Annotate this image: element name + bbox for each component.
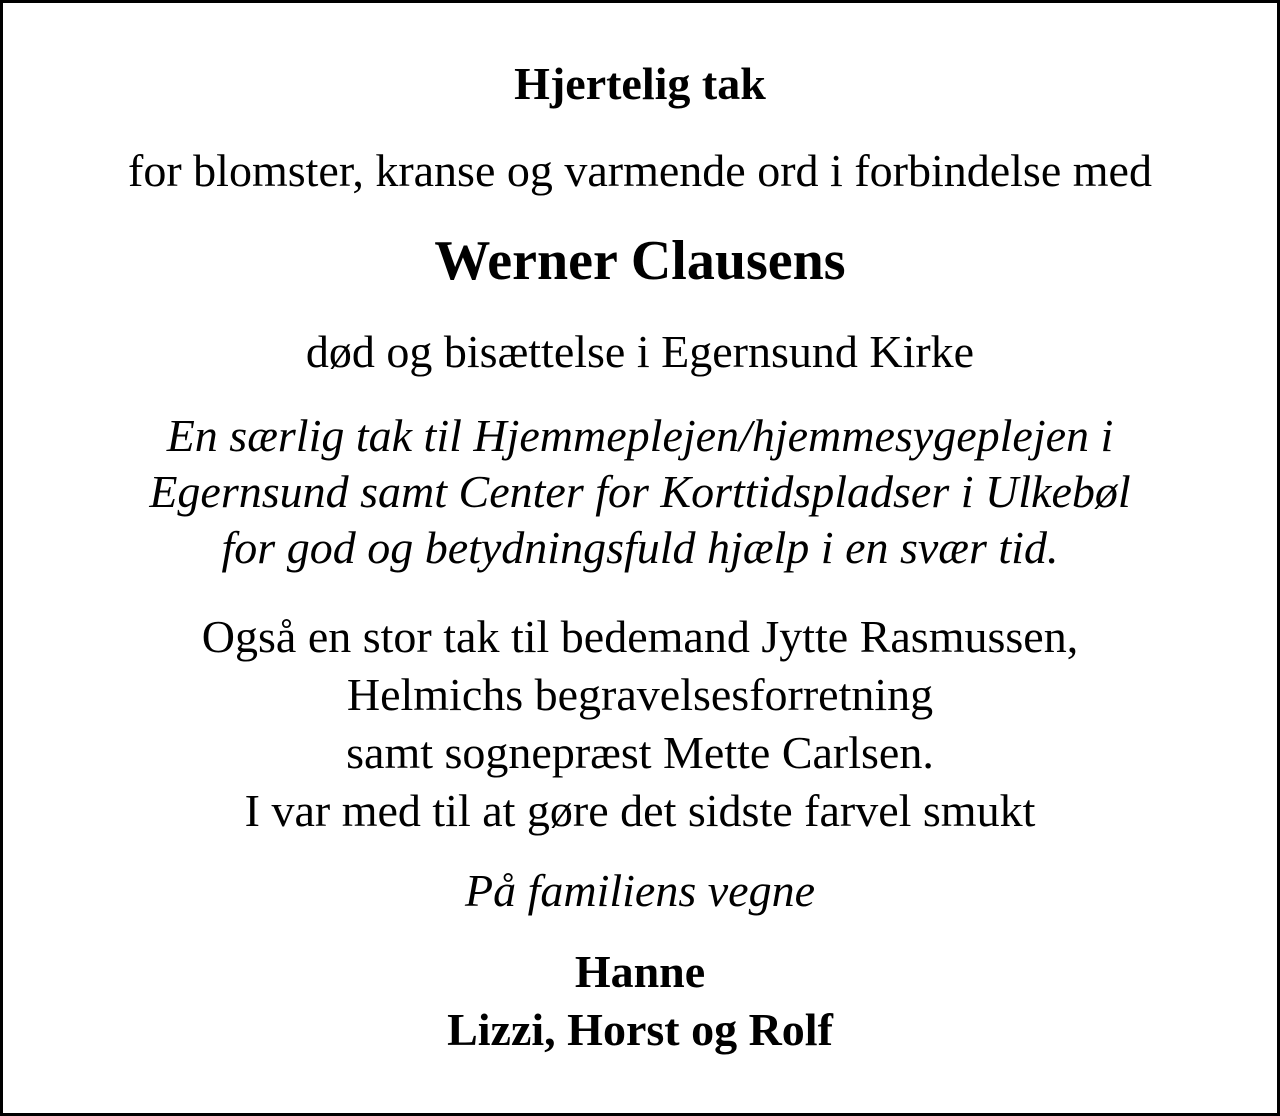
special-thanks-line: Egernsund samt Center for Korttidspladser i Ulkebøl (149, 466, 1131, 517)
additional-thanks-line: Også en stor tak til bedemand Jytte Rasmussen, (201, 611, 1079, 662)
signatory-name: Lizzi, Horst og Rolf (447, 1004, 833, 1055)
special-thanks-line: En særlig tak til Hjemmeplejen/hjemmesygeplejen i (166, 410, 1114, 461)
deceased-name: Werner Clausens (434, 230, 846, 292)
intro-text: for blomster, kranse og varmende ord i forbindelse med (128, 145, 1152, 196)
special-thanks-line: for god og betydningsfuld hjælp i en svær tid. (221, 522, 1059, 573)
additional-thanks (3, 608, 1277, 840)
additional-thanks-line: I var med til at gøre det sidste farvel smukt (244, 785, 1036, 836)
additional-thanks-line: samt sognepræst Mette Carlsen. (346, 727, 934, 778)
notice-heading: Hjertelig tak (514, 58, 766, 109)
signatory-name: Hanne (574, 946, 706, 997)
sign-off: På familiens vegne (464, 865, 815, 916)
circumstance-text: død og bisættelse i Egernsund Kirke (305, 326, 975, 377)
additional-thanks-line: Helmichs begravelsesforretning (346, 669, 934, 720)
signatories (3, 943, 1277, 1059)
special-thanks (3, 408, 1277, 576)
